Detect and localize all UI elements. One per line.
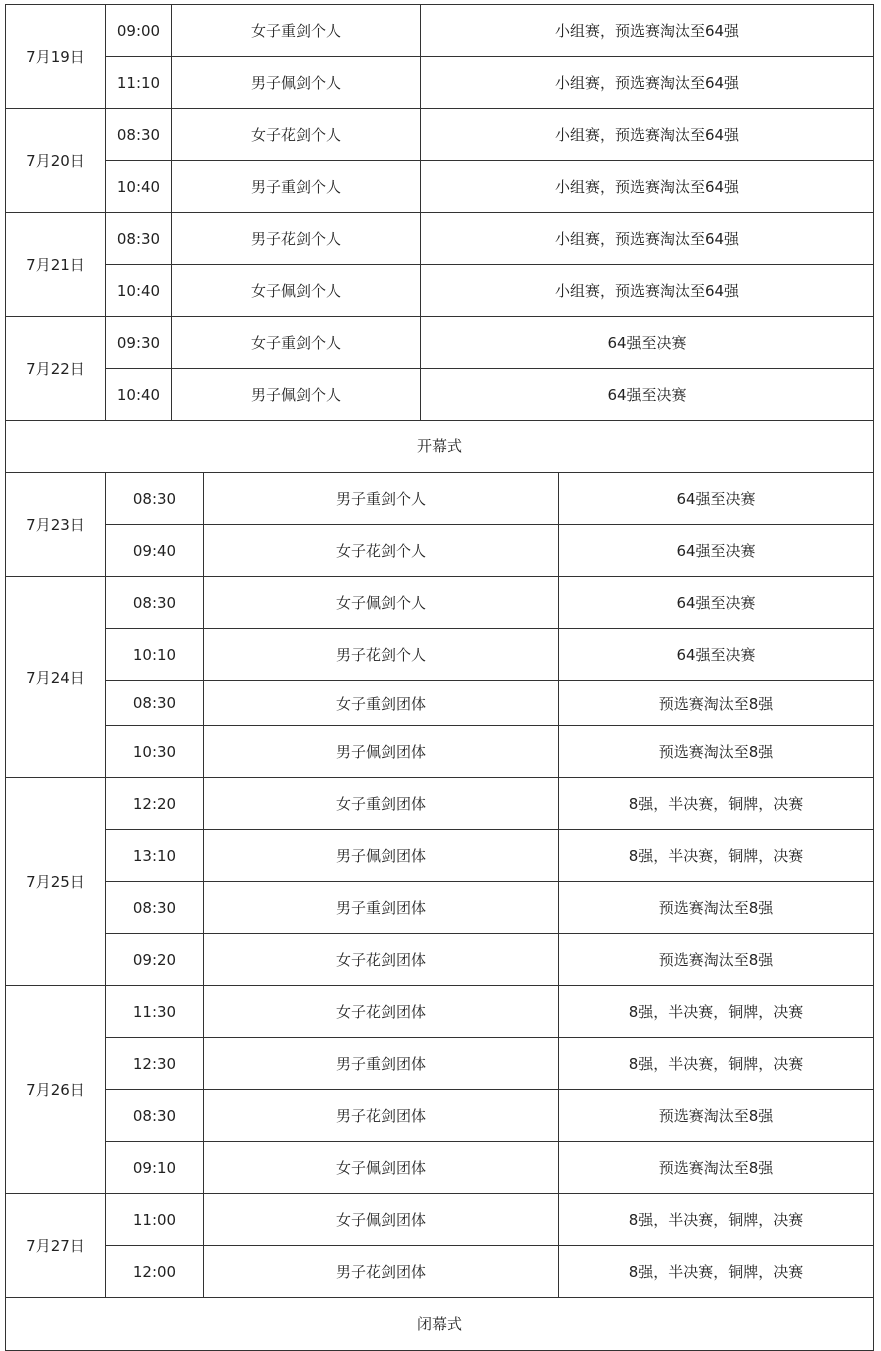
event-cell: 女子花剑团体 bbox=[204, 934, 559, 986]
date-cell: 7月25日 bbox=[6, 778, 106, 986]
date-cell: 7月21日 bbox=[6, 213, 106, 317]
time-cell: 11:00 bbox=[106, 1194, 204, 1246]
schedule-table-team bbox=[5, 472, 874, 1298]
event-cell: 男子佩剑个人 bbox=[172, 57, 421, 109]
stage-cell: 64强至决赛 bbox=[559, 629, 874, 681]
stage-cell: 预选赛淘汰至8强 bbox=[559, 1090, 874, 1142]
table-row bbox=[6, 934, 874, 986]
event-cell: 男子花剑个人 bbox=[204, 629, 559, 681]
stage-cell: 64强至决赛 bbox=[559, 577, 874, 629]
event-cell: 女子佩剑个人 bbox=[204, 577, 559, 629]
stage-cell: 小组赛，预选赛淘汰至64强 bbox=[421, 213, 874, 265]
table-row bbox=[6, 577, 874, 629]
table-row bbox=[6, 1038, 874, 1090]
table-row bbox=[6, 830, 874, 882]
time-cell: 09:10 bbox=[106, 1142, 204, 1194]
time-cell: 12:20 bbox=[106, 778, 204, 830]
stage-cell: 64强至决赛 bbox=[559, 473, 874, 525]
date-cell: 7月22日 bbox=[6, 317, 106, 421]
event-cell: 女子重剑团体 bbox=[204, 681, 559, 726]
event-cell: 男子重剑团体 bbox=[204, 1038, 559, 1090]
stage-cell: 8强，半决赛，铜牌，决赛 bbox=[559, 1038, 874, 1090]
stage-cell: 8强，半决赛，铜牌，决赛 bbox=[559, 1246, 874, 1298]
time-cell: 08:30 bbox=[106, 577, 204, 629]
time-cell: 10:40 bbox=[106, 265, 172, 317]
event-cell: 女子佩剑个人 bbox=[172, 265, 421, 317]
stage-cell: 预选赛淘汰至8强 bbox=[559, 1142, 874, 1194]
time-cell: 08:30 bbox=[106, 882, 204, 934]
schedule-table-individual bbox=[5, 4, 874, 421]
table-row bbox=[6, 882, 874, 934]
table-row bbox=[6, 986, 874, 1038]
table-row bbox=[6, 1090, 874, 1142]
stage-cell: 小组赛，预选赛淘汰至64强 bbox=[421, 161, 874, 213]
time-cell: 10:30 bbox=[106, 726, 204, 778]
time-cell: 08:30 bbox=[106, 1090, 204, 1142]
stage-cell: 小组赛，预选赛淘汰至64强 bbox=[421, 265, 874, 317]
stage-cell: 8强，半决赛，铜牌，决赛 bbox=[559, 1194, 874, 1246]
table-row bbox=[6, 1194, 874, 1246]
time-cell: 10:10 bbox=[106, 629, 204, 681]
stage-cell: 64强至决赛 bbox=[559, 525, 874, 577]
event-cell: 女子花剑个人 bbox=[204, 525, 559, 577]
stage-cell: 预选赛淘汰至8强 bbox=[559, 726, 874, 778]
stage-cell: 8强，半决赛，铜牌，决赛 bbox=[559, 986, 874, 1038]
date-cell: 7月27日 bbox=[6, 1194, 106, 1298]
event-cell: 女子佩剑团体 bbox=[204, 1194, 559, 1246]
event-cell: 男子佩剑团体 bbox=[204, 726, 559, 778]
table-row bbox=[6, 109, 874, 161]
stage-cell: 预选赛淘汰至8强 bbox=[559, 934, 874, 986]
closing-ceremony-row: 闭幕式 bbox=[5, 1298, 874, 1351]
time-cell: 12:30 bbox=[106, 1038, 204, 1090]
event-cell: 男子佩剑团体 bbox=[204, 830, 559, 882]
date-cell: 7月19日 bbox=[6, 5, 106, 109]
time-cell: 12:00 bbox=[106, 1246, 204, 1298]
table-row bbox=[6, 161, 874, 213]
table-row bbox=[6, 213, 874, 265]
table-row bbox=[6, 681, 874, 726]
table-row bbox=[6, 1246, 874, 1298]
table-row bbox=[6, 525, 874, 577]
date-cell: 7月24日 bbox=[6, 577, 106, 778]
event-cell: 男子花剑个人 bbox=[172, 213, 421, 265]
time-cell: 11:10 bbox=[106, 57, 172, 109]
table-row bbox=[6, 778, 874, 830]
date-cell: 7月23日 bbox=[6, 473, 106, 577]
table-row bbox=[6, 265, 874, 317]
date-cell: 7月20日 bbox=[6, 109, 106, 213]
time-cell: 09:40 bbox=[106, 525, 204, 577]
time-cell: 09:30 bbox=[106, 317, 172, 369]
time-cell: 11:30 bbox=[106, 986, 204, 1038]
event-cell: 女子花剑团体 bbox=[204, 986, 559, 1038]
stage-cell: 64强至决赛 bbox=[421, 369, 874, 421]
stage-cell: 小组赛，预选赛淘汰至64强 bbox=[421, 5, 874, 57]
event-cell: 男子佩剑个人 bbox=[172, 369, 421, 421]
stage-cell: 预选赛淘汰至8强 bbox=[559, 882, 874, 934]
event-cell: 男子重剑团体 bbox=[204, 882, 559, 934]
table-row bbox=[6, 629, 874, 681]
stage-cell: 小组赛，预选赛淘汰至64强 bbox=[421, 109, 874, 161]
event-cell: 女子重剑个人 bbox=[172, 317, 421, 369]
stage-cell: 小组赛，预选赛淘汰至64强 bbox=[421, 57, 874, 109]
stage-cell: 8强，半决赛，铜牌，决赛 bbox=[559, 778, 874, 830]
stage-cell: 预选赛淘汰至8强 bbox=[559, 681, 874, 726]
time-cell: 09:20 bbox=[106, 934, 204, 986]
time-cell: 08:30 bbox=[106, 109, 172, 161]
date-cell: 7月26日 bbox=[6, 986, 106, 1194]
table-row bbox=[6, 726, 874, 778]
event-cell: 女子佩剑团体 bbox=[204, 1142, 559, 1194]
table-row bbox=[6, 1142, 874, 1194]
event-cell: 男子重剑个人 bbox=[204, 473, 559, 525]
time-cell: 10:40 bbox=[106, 369, 172, 421]
table-row bbox=[6, 369, 874, 421]
table-row bbox=[6, 5, 874, 57]
event-cell: 女子重剑团体 bbox=[204, 778, 559, 830]
event-cell: 女子重剑个人 bbox=[172, 5, 421, 57]
opening-ceremony-row: 开幕式 bbox=[5, 420, 874, 473]
table-row bbox=[6, 473, 874, 525]
event-cell: 男子重剑个人 bbox=[172, 161, 421, 213]
time-cell: 09:00 bbox=[106, 5, 172, 57]
time-cell: 08:30 bbox=[106, 681, 204, 726]
time-cell: 08:30 bbox=[106, 213, 172, 265]
event-cell: 女子花剑个人 bbox=[172, 109, 421, 161]
stage-cell: 64强至决赛 bbox=[421, 317, 874, 369]
time-cell: 08:30 bbox=[106, 473, 204, 525]
table-row bbox=[6, 317, 874, 369]
stage-cell: 8强，半决赛，铜牌，决赛 bbox=[559, 830, 874, 882]
time-cell: 10:40 bbox=[106, 161, 172, 213]
table-row bbox=[6, 57, 874, 109]
event-cell: 男子花剑团体 bbox=[204, 1090, 559, 1142]
event-cell: 男子花剑团体 bbox=[204, 1246, 559, 1298]
time-cell: 13:10 bbox=[106, 830, 204, 882]
